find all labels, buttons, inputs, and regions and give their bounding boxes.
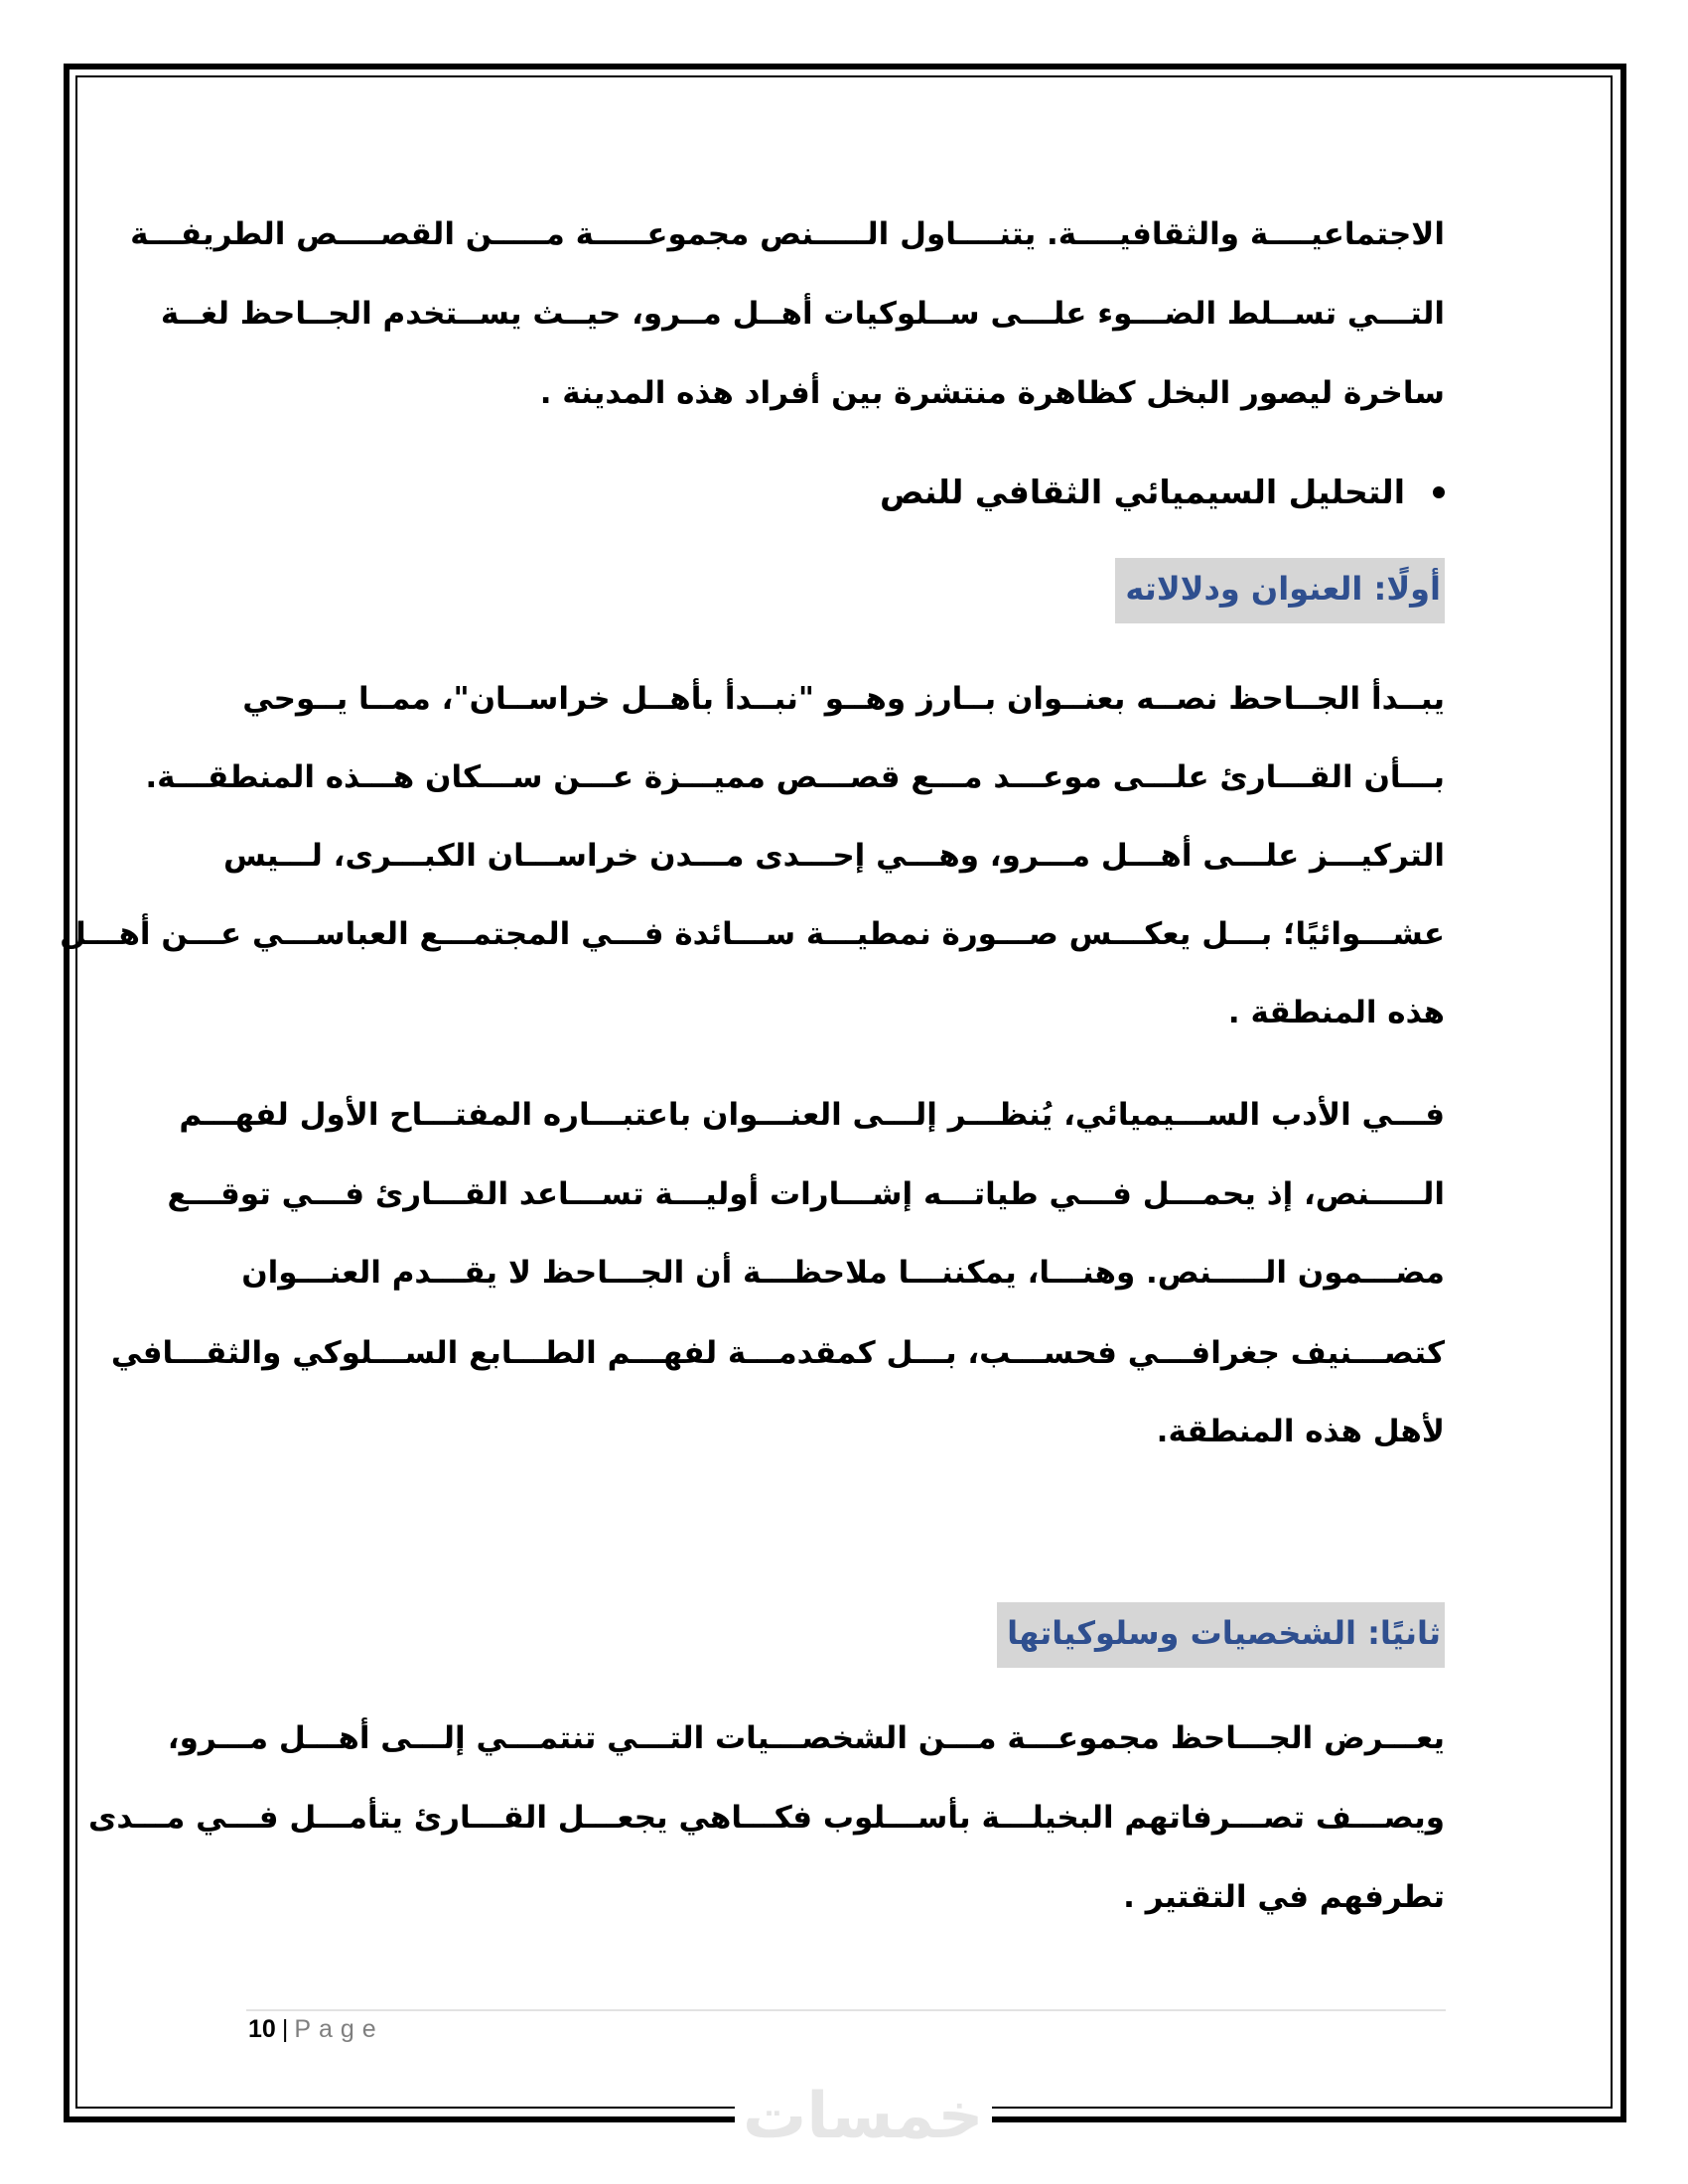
bullet-heading <box>880 473 1445 511</box>
semiotic-paragraph-line: الـــــنص، إذ يحمـــل فـــي طياتـــه إشـــارات أوليـــة تســـاعد القـــارئ فـــي توقـــع <box>167 1176 1445 1212</box>
bullet-icon <box>1433 486 1445 498</box>
title-paragraph-line: يبــدأ الجــاحظ نصــه بعنــوان بــارز وهــو "نبــدأ بأهــل خراســان"، ممــا يــوحي <box>242 681 1445 717</box>
title-paragraph-line: بـــأن القـــارئ علـــى موعـــد مـــع قصـــص مميـــزة عـــن ســـكان هـــذه المنطقـــة. <box>145 759 1445 795</box>
characters-paragraph-line: تطرفهم في التقتير . <box>1123 1879 1445 1915</box>
page-number: 10 <box>248 2015 276 2043</box>
page-footer <box>248 2015 384 2044</box>
page-label: Page <box>294 2015 384 2043</box>
semiotic-paragraph-line: كتصـــنيف جغرافـــي فحســـب، بـــل كمقدمـــة لفهـــم الطـــابع الســـلوكي والثقـــافي <box>110 1335 1445 1371</box>
watermark-logo: خمسات <box>735 2077 992 2156</box>
page-separator: | <box>281 2015 289 2043</box>
title-paragraph-line: التركيـــز علـــى أهـــل مـــرو، وهـــي إحـــدى مـــدن خراســـان الكبـــرى، لـــيس <box>222 838 1445 874</box>
intro-line: الاجتماعيــــة والثقافيــــة. يتنــــاول الـــــنص مجموعـــــة مـــــن القصــــص الطريفـــة <box>130 216 1445 252</box>
semiotic-paragraph-line: مضـــمون الـــــنص. وهنـــا، يمكننـــا ملاحظـــة أن الجـــاحظ لا يقـــدم العنـــوان <box>241 1255 1445 1291</box>
section-heading-title: أولًا: العنوان ودلالاته <box>1115 558 1445 623</box>
characters-paragraph-line: ويصـــف تصـــرفاتهم البخيلـــة بأســـلوب فكـــاهي يجعـــل القـــارئ يتأمـــل فـــي مـــدى <box>88 1800 1445 1836</box>
title-paragraph-line: هذه المنطقة . <box>1227 995 1445 1030</box>
characters-paragraph-line: يعـــرض الجـــاحظ مجموعـــة مـــن الشخصـــيات التـــي تنتمـــي إلـــى أهـــل مـــرو، <box>167 1720 1445 1756</box>
title-paragraph-line: عشـــوائيًا؛ بـــل يعكـــس صـــورة نمطيـــة ســـائدة فـــي المجتمـــع العباســـي عـــن أهـــل <box>59 916 1445 952</box>
intro-line: التـــي تســلط الضـــوء علـــى ســلوكيات أهــل مــرو، حيــث يســتخدم الجــاحظ لغــة <box>160 296 1445 332</box>
semiotic-paragraph-line: فـــي الأدب الســـيميائي، يُنظـــر إلـــى العنـــوان باعتبـــاره المفتـــاح الأول لفهـــم <box>179 1097 1445 1133</box>
section-heading-characters: ثانيًا: الشخصيات وسلوكياتها <box>997 1602 1445 1668</box>
bullet-heading-text: التحليل السيميائي الثقافي للنص <box>880 473 1405 511</box>
semiotic-paragraph-line: لأهل هذه المنطقة. <box>1156 1414 1445 1449</box>
footer-divider <box>246 2009 1446 2011</box>
intro-line: ساخرة ليصور البخل كظاهرة منتشرة بين أفراد هذه المدينة . <box>539 375 1445 411</box>
